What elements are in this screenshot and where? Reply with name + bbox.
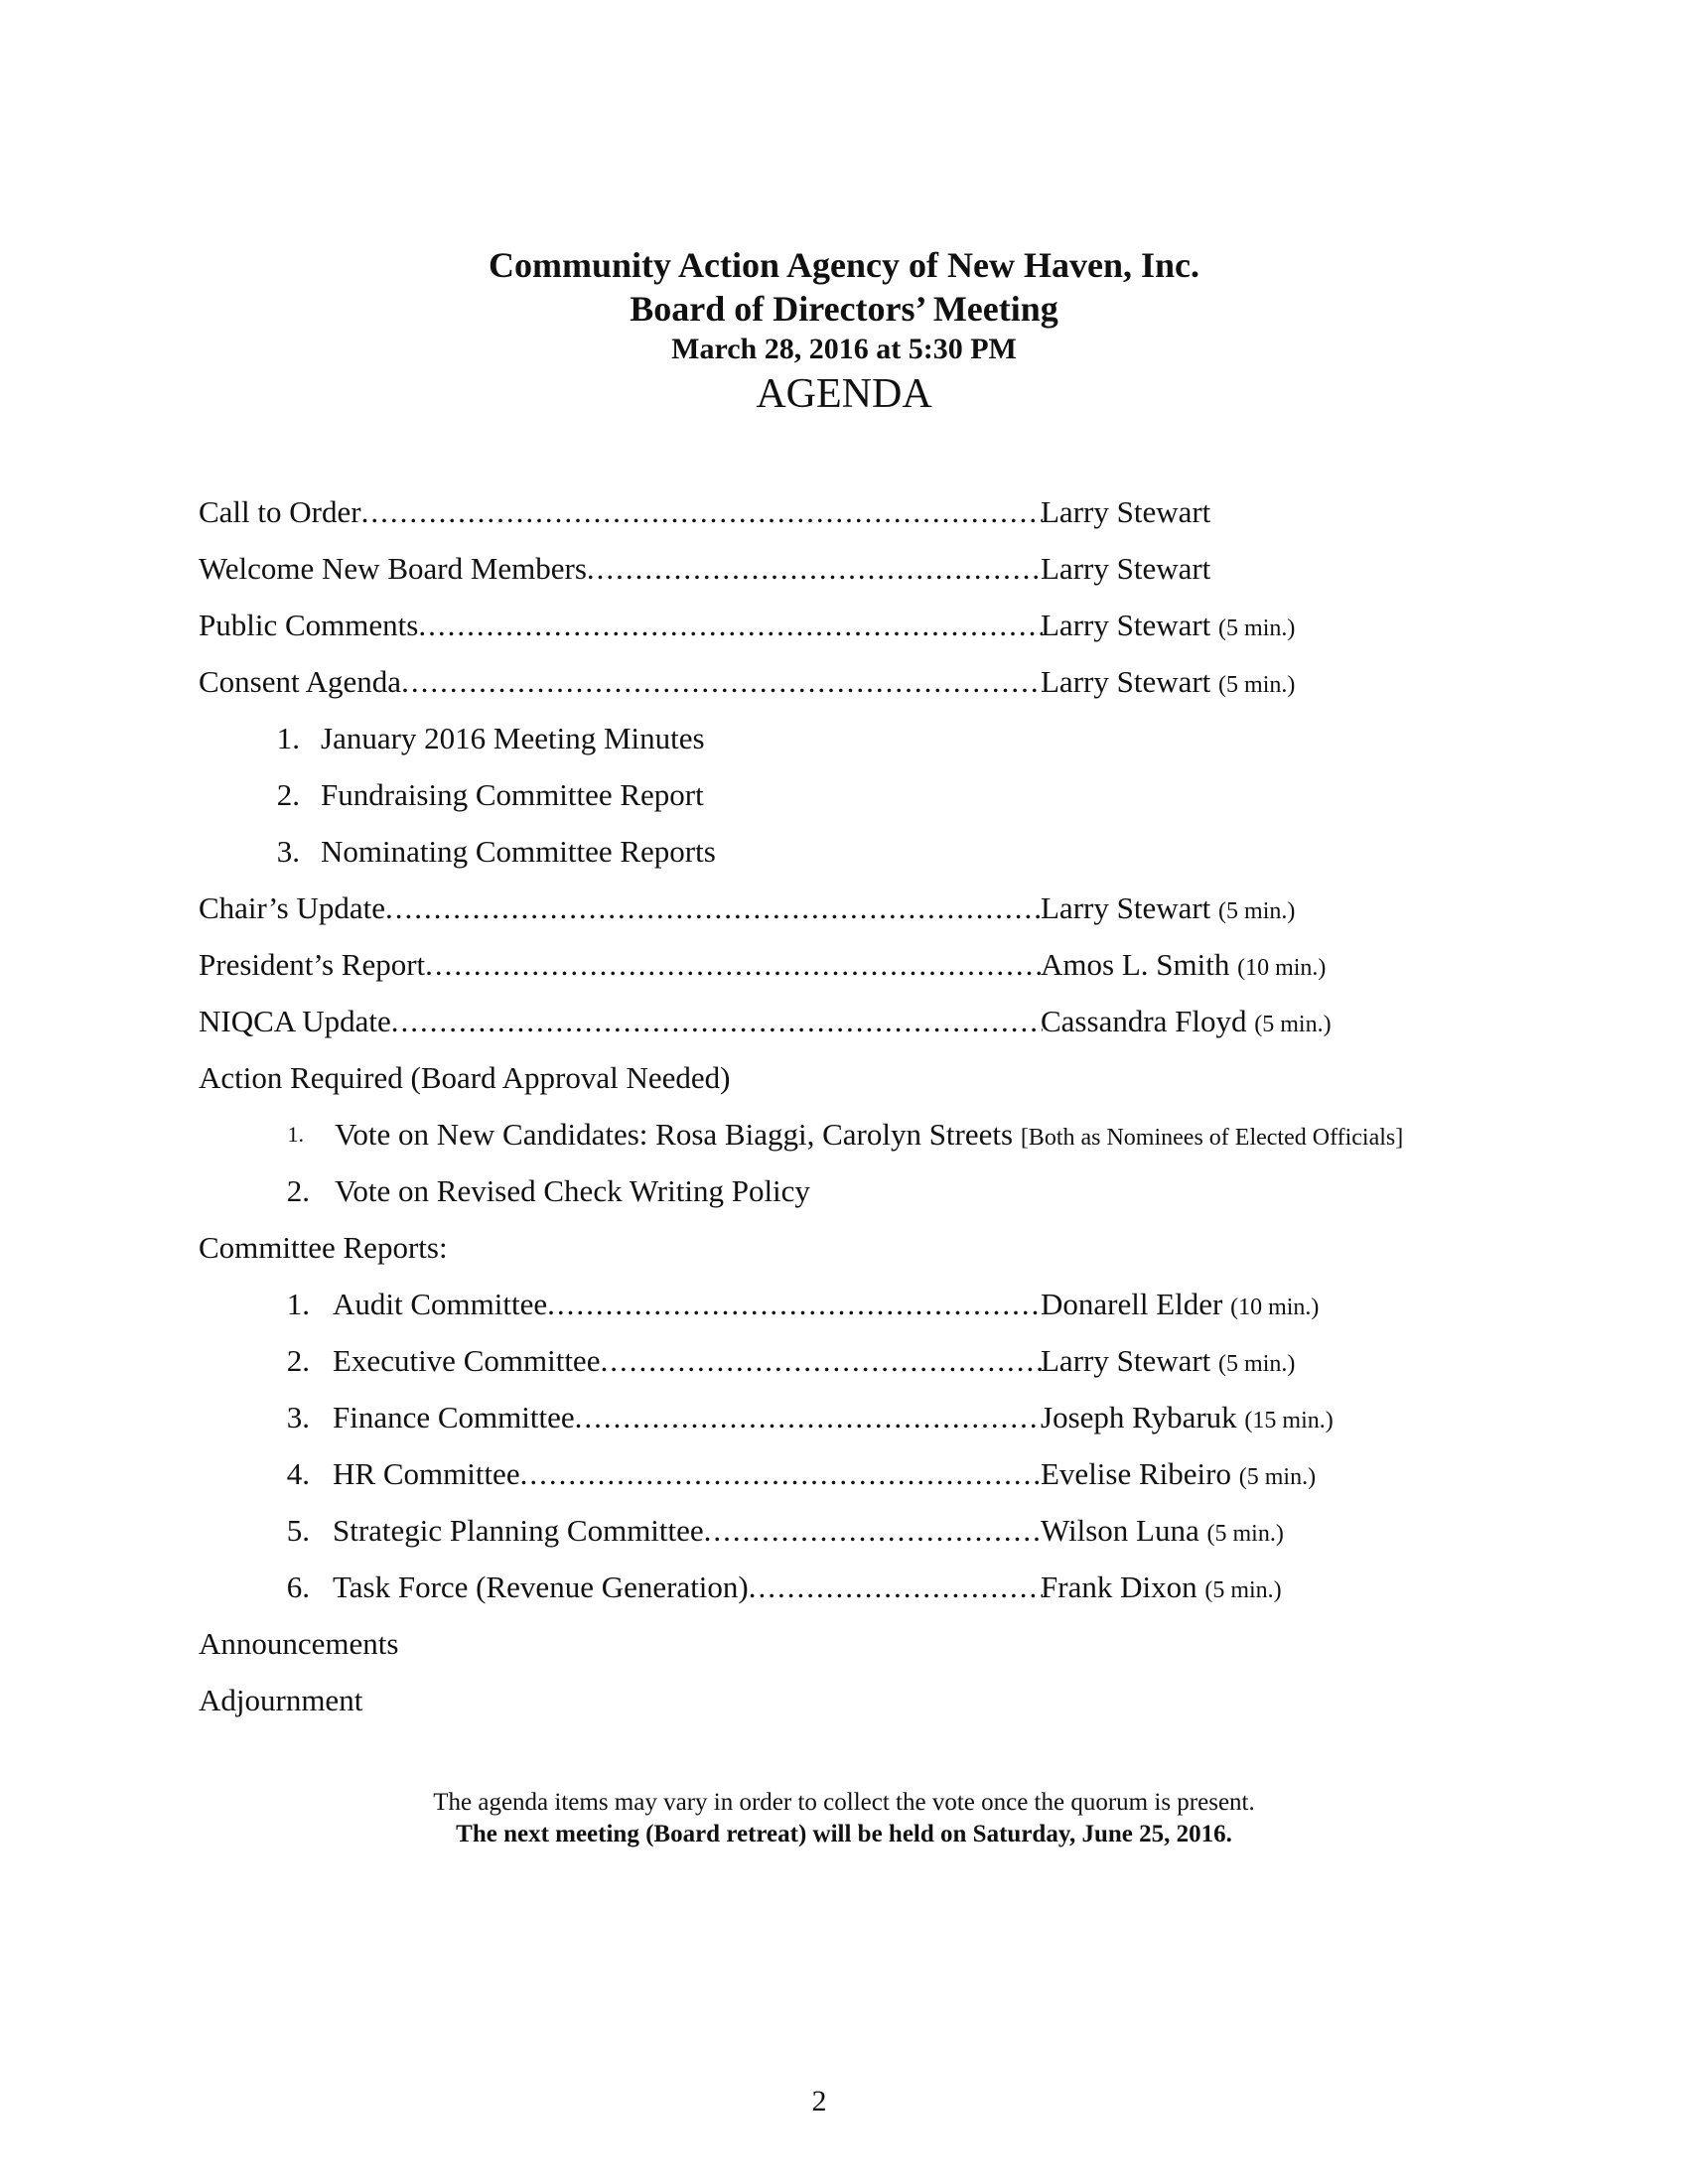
subitem-label: Vote on Revised Check Writing Policy <box>335 1173 810 1208</box>
agenda-heading: AGENDA <box>756 371 932 417</box>
item-label: Public Comments <box>199 608 419 642</box>
item-presenter: Frank Dixon <box>1041 1570 1197 1604</box>
item-label: Chair’s Update <box>199 890 385 925</box>
subitem-number: 1. <box>286 1287 310 1321</box>
item-label: Consent Agenda <box>199 664 402 699</box>
item-label: Welcome New Board Members <box>199 551 587 586</box>
subitem-label: Executive Committee <box>333 1343 601 1378</box>
item-duration: (5 min.) <box>1254 1012 1332 1037</box>
subitem-label: January 2016 Meeting Minutes <box>321 721 705 755</box>
subitem-number: 1. <box>276 721 300 755</box>
item-presenter: Cassandra Floyd <box>1041 1004 1247 1038</box>
subitem-label: HR Committee <box>333 1456 520 1491</box>
subitem-label: Audit Committee <box>333 1287 548 1321</box>
meeting-datetime: March 28, 2016 at 5:30 PM <box>671 333 1017 365</box>
item-presenter: Larry Stewart <box>1041 664 1211 699</box>
item-presenter: Larry Stewart <box>1041 608 1211 642</box>
item-presenter: Evelise Ribeiro <box>1041 1456 1231 1491</box>
item-presenter: Donarell Elder <box>1041 1287 1223 1321</box>
subitem-label: Strategic Planning Committee <box>333 1513 704 1548</box>
organization-title: Community Action Agency of New Haven, Inc. <box>489 245 1199 285</box>
subitem-number: 4. <box>286 1456 310 1491</box>
item-duration: (5 min.) <box>1206 1521 1284 1547</box>
subitem-number: 2. <box>286 1173 310 1208</box>
item-duration: (5 min.) <box>1218 615 1296 641</box>
item-presenter: Larry Stewart <box>1041 494 1211 529</box>
subitem-label: Finance Committee <box>333 1400 575 1434</box>
item-label: Call to Order <box>199 494 361 529</box>
section-label: Adjournment <box>199 1683 363 1717</box>
section-label: Announcements <box>199 1626 399 1661</box>
item-duration: (10 min.) <box>1230 1295 1320 1320</box>
subitem-number: 1. <box>287 1122 304 1147</box>
item-label: NIQCA Update <box>199 1004 391 1038</box>
item-duration: (5 min.) <box>1218 1351 1296 1377</box>
section-label: Action Required (Board Approval Needed) <box>199 1060 731 1095</box>
item-duration: (5 min.) <box>1218 898 1296 924</box>
item-presenter: Larry Stewart <box>1041 551 1211 586</box>
item-duration: (15 min.) <box>1244 1408 1334 1433</box>
section-label: Committee Reports: <box>199 1230 448 1265</box>
item-duration: (5 min.) <box>1204 1577 1282 1603</box>
subitem-label: Nominating Committee Reports <box>321 834 716 869</box>
item-presenter: Joseph Rybaruk <box>1041 1400 1237 1434</box>
item-presenter: Amos L. Smith <box>1041 947 1230 982</box>
page-number: 2 <box>811 2085 827 2117</box>
item-duration: (5 min.) <box>1218 672 1296 698</box>
item-duration: (10 min.) <box>1237 955 1327 981</box>
footer-note: The agenda items may vary in order to collect the vote once the quorum is present. <box>433 1789 1255 1816</box>
subitem-number: 3. <box>276 834 300 869</box>
subitem-label: Fundraising Committee Report <box>321 777 704 812</box>
item-presenter: Wilson Luna <box>1041 1513 1199 1548</box>
subitem-number: 6. <box>286 1570 310 1604</box>
subitem-number: 3. <box>286 1400 310 1434</box>
item-presenter: Larry Stewart <box>1041 1343 1211 1378</box>
subitem-label: Task Force (Revenue Generation) <box>333 1570 749 1604</box>
item-duration: (5 min.) <box>1238 1464 1317 1490</box>
item-presenter: Larry Stewart <box>1041 890 1211 925</box>
subitem-number: 5. <box>286 1513 310 1548</box>
subitem-number: 2. <box>286 1343 310 1378</box>
meeting-title: Board of Directors’ Meeting <box>630 289 1058 329</box>
subitem-number: 2. <box>276 777 300 812</box>
subitem-note: [Both as Nominees of Elected Officials] <box>1020 1125 1404 1151</box>
subitem-label: Vote on New Candidates: Rosa Biaggi, Carolyn Streets <box>335 1117 1014 1152</box>
footer-next-meeting: The next meeting (Board retreat) will be held on Saturday, June 25, 2016. <box>456 1821 1232 1847</box>
item-label: President’s Report <box>199 947 426 982</box>
